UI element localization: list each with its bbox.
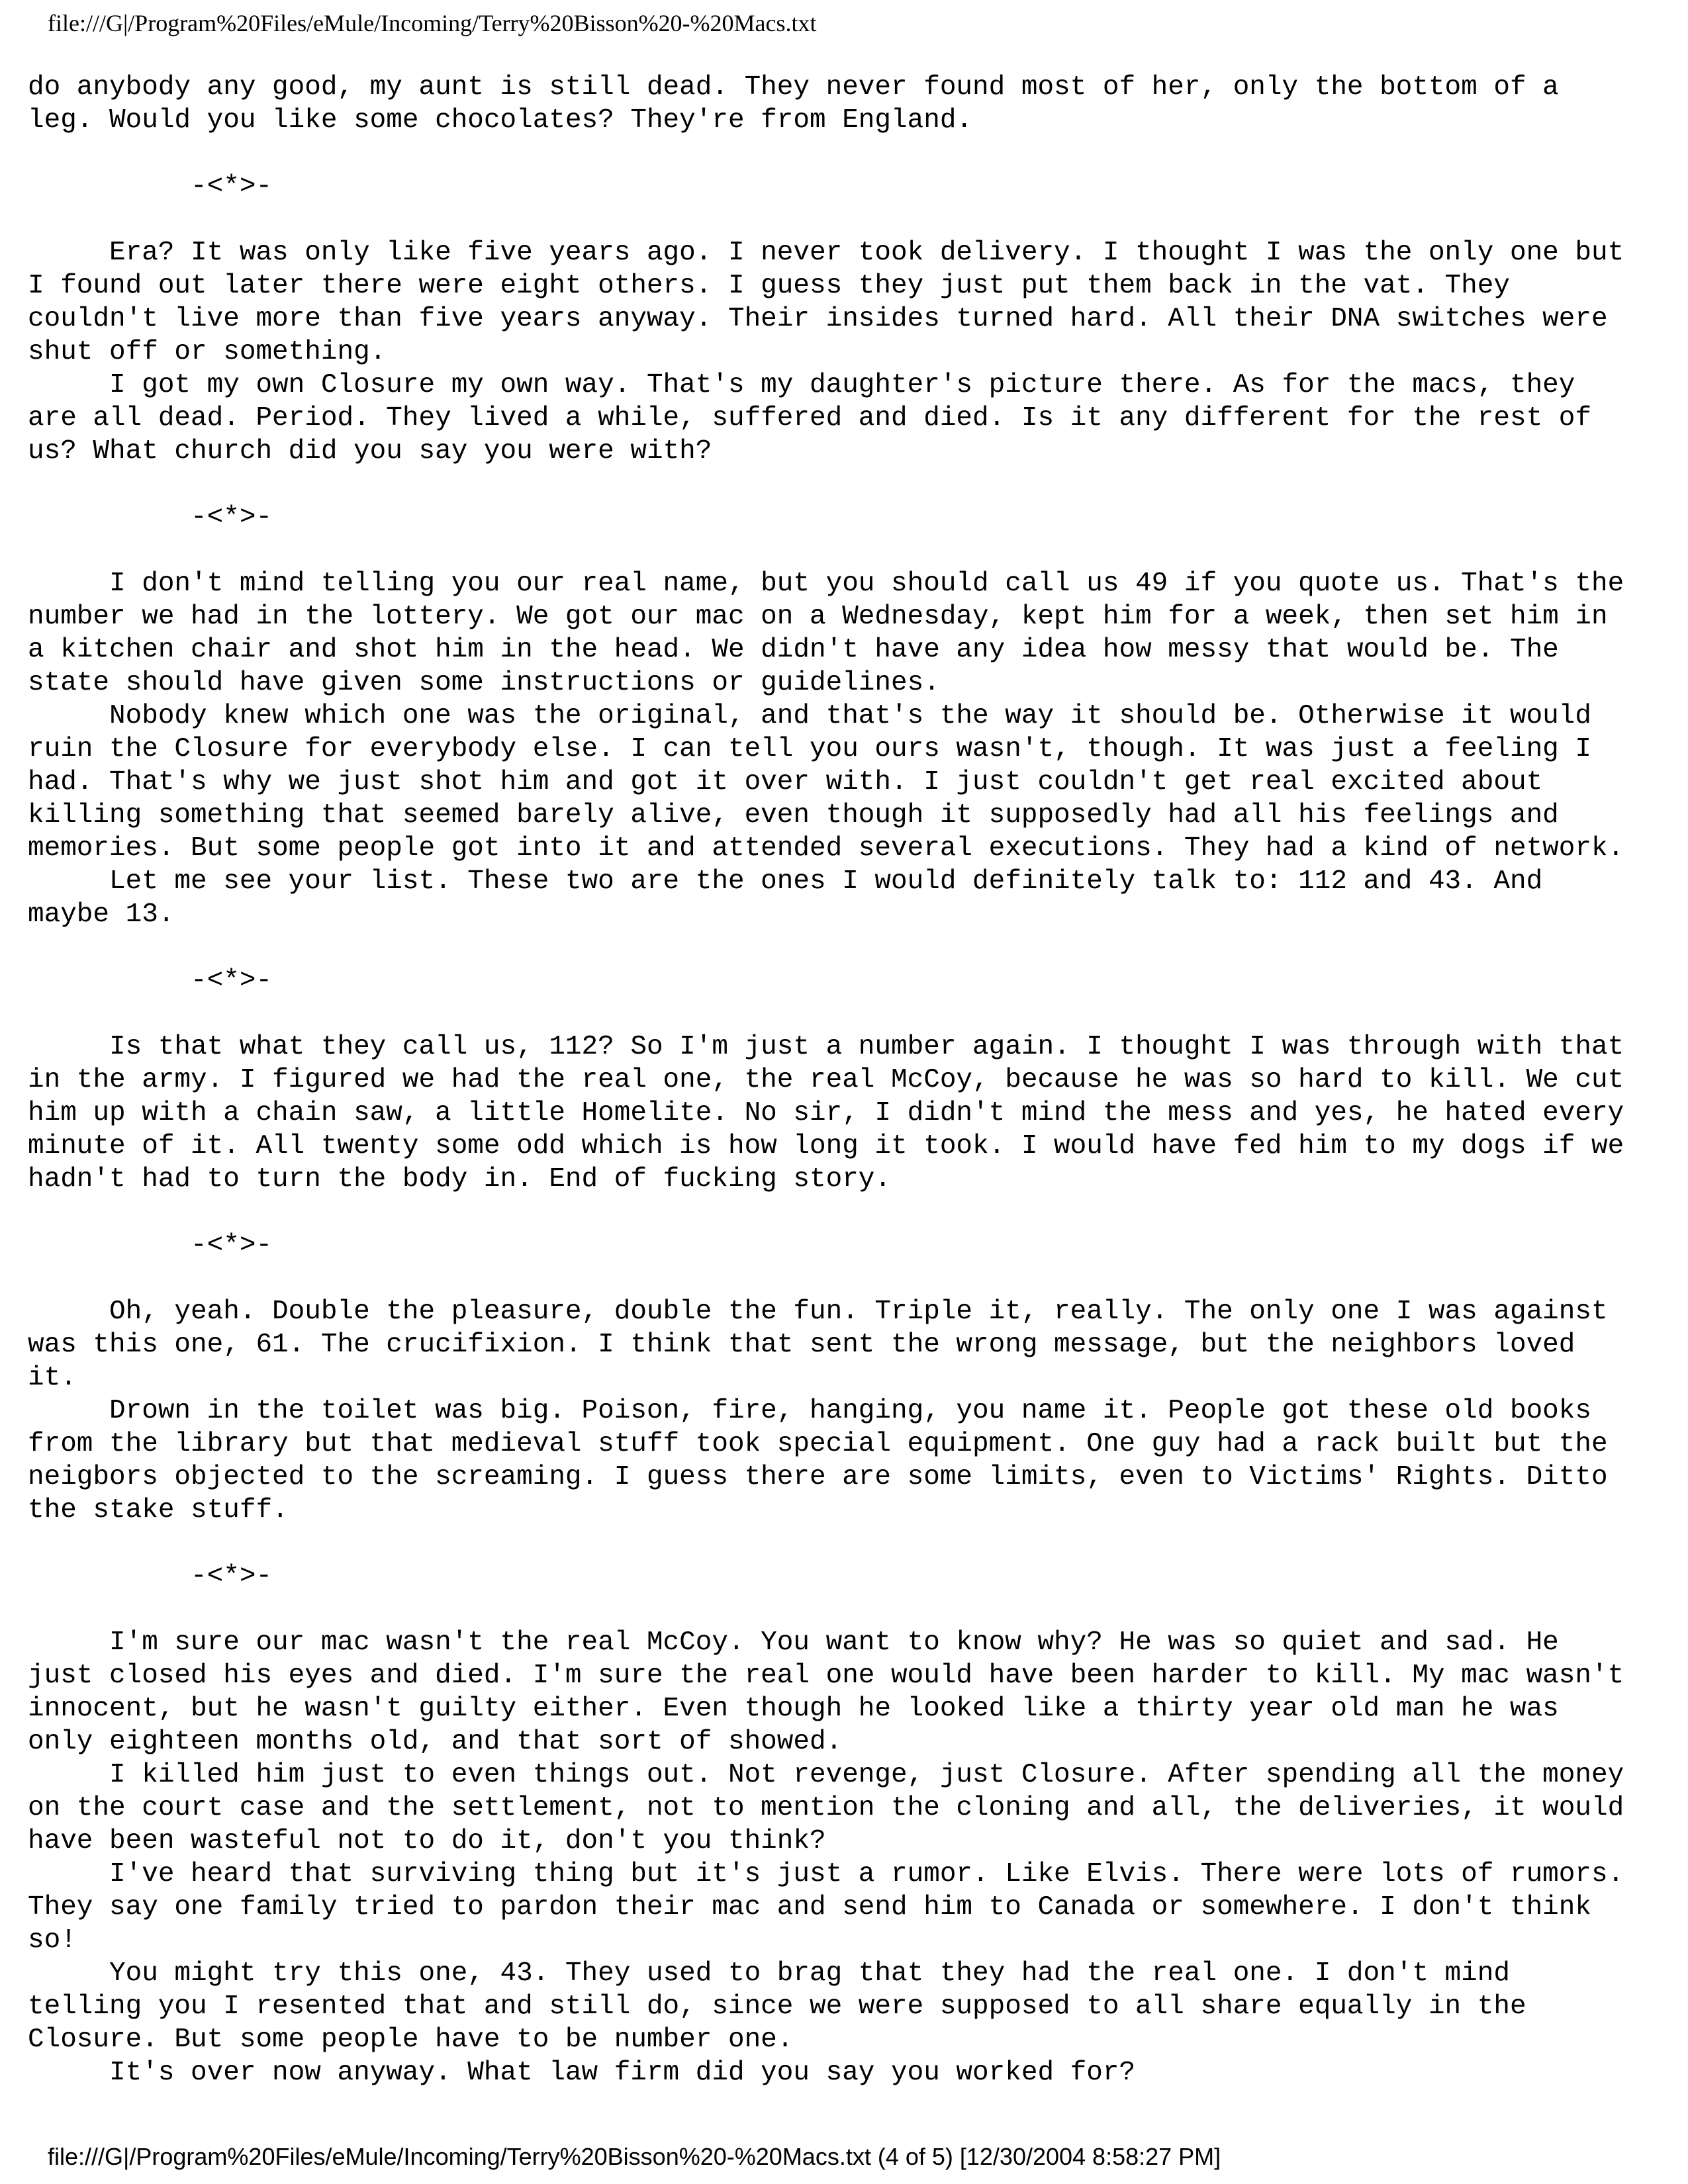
page-header-url: file:///G|/Program%20Files/eMule/Incoming/Terry%20Bisson%20-%20Macs.txt [48, 10, 817, 36]
document-body-text: do anybody any good, my aunt is still dead. They never found most of her, only the bottom of a leg. Would you like some chocolates? They're from England. -<*>- Era? It was only like five years ago. I never took delivery. I thought I was the only one but I found out later there were eight others. I guess they just put them back in the vat. They couldn't live more than five years anyway. Their insides turned hard. All their DNA switches were shut off or something. I got my own Closure my own way. That's my daughter's picture there. As for the macs, they are all dead. Period. They lived a while, suffered and died. Is it any different for the rest of us? What church did you say you were with? -<*>- I don't mind telling you our real name, but you should call us 49 if you quote us. That's the number we had in the lottery. We got our mac on a Wednesday, kept him for a week, then set him in a kitchen chair and shot him in the head. We didn't have any idea how messy that would be. The state should have given some instructions or guidelines. Nobody knew which one was the original, and that's the way it should be. Otherwise it would ruin the Closure for everybody else. I can tell you ours wasn't, though. It was just a feeling I had. That's why we just shot him and got it over with. I just couldn't get real excited about killing something that seemed barely alive, even though it supposedly had all his feelings and memories. But some people got into it and attended several executions. They had a kind of network. Let me see your list. These two are the ones I would definitely talk to: 112 and 43. And maybe 13. -<*>- Is that what they call us, 112? So I'm just a number again. I thought I was through with that in the army. I figured we had the real one, the real McCoy, because he was so hard to kill. We cut him up with a chain saw, a little Homelite. No sir, I didn't mind the mess and yes, he hated every minute of it. All twenty some odd which is how long it took. I would have fed him to my dogs if we hadn't had to turn the body in. End of fucking story. -<*>- Oh, yeah. Double the pleasure, double the fun. Triple it, really. The only one I was against was this one, 61. The crucifixion. I think that sent the wrong message, but the neighbors loved it. Drown in the toilet was big. Poison, fire, hanging, you name it. People got these old books from the library but that medieval stuff took special equipment. One guy had a rack built but the neigbors objected to the screaming. I guess there are some limits, even to Victims' Rights. Ditto the stake stuff. -<*>- I'm sure our mac wasn't the real McCoy. You want to know why? He was so quiet and sad. He just closed his eyes and died. I'm sure the real one would have been harder to kill. My mac wasn't innocent, but he wasn't guilty either. Even though he looked like a thirty year old man he was only eighteen months old, and that sort of showed. I killed him just to even things out. Not revenge, just Closure. After spending all the money on the court case and the settlement, not to mention the cloning and all, the deliveries, it would have been wasteful not to do it, don't you think? I've heard that surviving thing but it's just a rumor. Like Elvis. There were lots of rumors. They say one family tried to pardon their mac and send him to Canada or somewhere. I don't think so! You might try this one, 43. They used to brag that they had the real one. I don't mind telling you I resented that and still do, since we were supposed to all share equally in the Closure. But some people have to be number one. It's over now anyway. What law firm did you say you worked for? [28, 72, 1624, 2088]
page-footer-url: file:///G|/Program%20Files/eMule/Incoming/Terry%20Bisson%20-%20Macs.txt (4 of 5) [12/30/2004 8:58:27 PM] [48, 2143, 1221, 2170]
